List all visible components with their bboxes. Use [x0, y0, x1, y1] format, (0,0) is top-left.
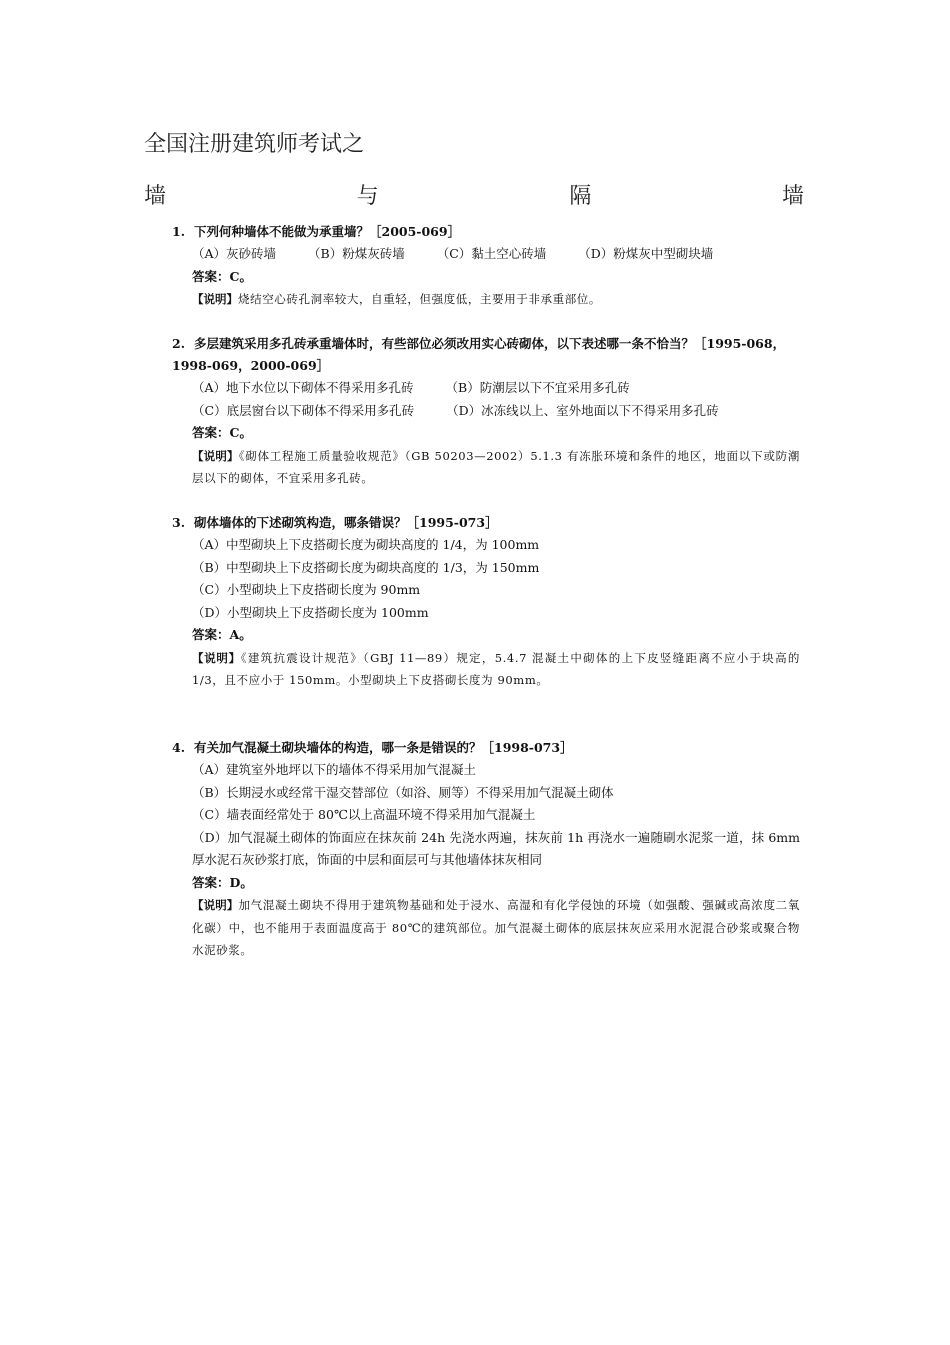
question-stem: 下列何种墙体不能做为承重墙？［2005-069］ [194, 224, 461, 239]
document-title: 全国注册建筑师考试之 [144, 132, 365, 157]
option-d: （D）冰冻线以上、室外地面以下不得采用多孔砖 [446, 402, 719, 418]
question-3 [172, 512, 800, 692]
question-text [172, 737, 800, 759]
explain-text: 《砌体工程施工质量验收规范》（GB 50203—2002）5.1.3 有冻胀环境和条件的地区，地面以下或防潮层以下的砌体，不宜采用多孔砖。 [192, 448, 800, 485]
question-text [172, 333, 800, 377]
question-text [172, 221, 800, 243]
option-b: （B）长期浸水或经常干湿交替部位（如浴、厕等）不得采用加气混凝土砌体 [192, 784, 614, 800]
option-d: （D）粉煤灰中型砌块墙 [578, 246, 714, 261]
option-c: （C）底层窗台以下砌体不得采用多孔砖 [192, 402, 415, 418]
question-stem: 有关加气混凝土砌块墙体的构造，哪一条是错误的？［1998-073］ [194, 740, 573, 755]
option-row [192, 243, 800, 266]
explain-text: 加气混凝土砌块不得用于建筑物基础和处于浸水、高湿和有化学侵蚀的环境（如强酸、强碱或高浓度二氧化碳）中，也不能用于表面温度高于 80℃的建筑部位。加气混凝土砌体的底层抹灰应采用水泥混合砂浆或聚合物水泥砂浆。 [192, 898, 800, 957]
question-stem: 多层建筑采用多孔砖承重墙体时，有些部位必须改用实心砖砌体，以下表述哪一条不恰当？［1995-068，1998-069，2000-069］ [172, 336, 786, 373]
option-a: （A）建筑室外地坪以下的墙体不得采用加气混凝土 [192, 762, 477, 777]
question-2 [172, 333, 800, 490]
question-stem: 砌体墙体的下述砌筑构造，哪条错误？［1995-073］ [194, 515, 498, 530]
question-answer: 答案：D。 [192, 874, 253, 890]
question-number: 1. [172, 224, 186, 239]
question-options [172, 534, 800, 624]
option-a: （A）中型砌块上下皮搭砌长度为砌块高度的 1/4，为 100mm [192, 537, 540, 552]
question-number: 2. [172, 336, 186, 351]
option-b: （B）粉煤灰砖墙 [308, 246, 405, 261]
option-row [192, 400, 800, 423]
subtitle-char: 与 [356, 184, 379, 209]
option-d: （D）加气混凝土砌体的饰面应在抹灰前 24h 先浇水两遍，抹灰前 1h 再浇水一遍随刷水泥浆一道，抹 6mm 厚水泥石灰砂浆打底，饰面的中层和面层可与其他墙体抹灰相同 [192, 829, 800, 867]
question-explanation [172, 288, 800, 311]
question-text [172, 512, 800, 534]
question-options [172, 377, 800, 422]
option-a: （A）地下水位以下砌体不得采用多孔砖 [192, 380, 414, 395]
option-c: （C）小型砌块上下皮搭砌长度为 90mm [192, 582, 421, 597]
subtitle-char: 墙 [781, 184, 804, 209]
question-options [172, 759, 800, 872]
question-explanation [172, 647, 800, 692]
explain-label: 【说明】 [192, 448, 239, 463]
explain-label: 【说明】 [192, 898, 239, 912]
explain-text: 《建筑抗震设计规范》（GBJ 11—89）规定，5.4.7 混凝土中砌体的上下皮竖缝距离不应小于块高的 1/3，且不应小于 150mm。小型砌块上下皮搭砌长度为 90mm。 [192, 650, 800, 687]
explain-text: 烧结空心砖孔洞率较大，自重轻，但强度低，主要用于非承重部位。 [238, 292, 601, 306]
option-a: （A）灰砂砖墙 [192, 246, 277, 261]
subtitle-char: 墙 [144, 184, 167, 209]
option-c: （C）墙表面经常处于 80℃以上高温环境不得采用加气混凝土 [192, 807, 536, 822]
option-b: （B）中型砌块上下皮搭砌长度为砌块高度的 1/3，为 150mm [192, 559, 540, 575]
explain-label: 【说明】 [192, 292, 238, 306]
question-answer: 答案：C。 [192, 268, 252, 284]
question-answer: 答案：A。 [192, 627, 252, 642]
option-d: （D）小型砌块上下皮搭砌长度为 100mm [192, 604, 429, 620]
question-explanation [172, 445, 800, 490]
question-options [172, 243, 800, 266]
document-subtitle [144, 179, 804, 210]
explain-label: 【说明】 [192, 650, 241, 665]
option-row [192, 377, 800, 400]
question-explanation [172, 894, 800, 962]
question-answer: 答案：C。 [192, 425, 252, 440]
question-1 [172, 221, 800, 311]
question-number: 3. [172, 515, 186, 530]
option-b: （B）防潮层以下不宜采用多孔砖 [445, 380, 630, 395]
question-4 [172, 737, 800, 962]
option-c: （C）黏土空心砖墙 [436, 246, 547, 261]
subtitle-char: 隔 [569, 184, 592, 209]
question-number: 4. [172, 740, 186, 755]
